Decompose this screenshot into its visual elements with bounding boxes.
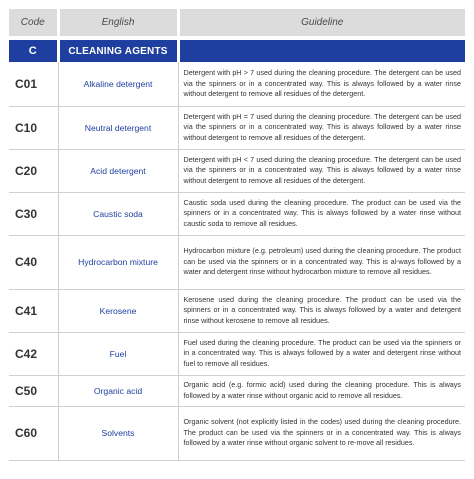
section-filler <box>178 38 465 62</box>
column-header-code: Code <box>9 9 58 38</box>
table-row <box>9 235 465 289</box>
table-row <box>9 332 465 375</box>
table-row <box>9 289 465 332</box>
table-row <box>9 406 465 460</box>
row-code: C42 <box>9 332 58 375</box>
row-code: C01 <box>9 62 58 106</box>
table-row <box>9 106 465 149</box>
section-row <box>9 38 465 62</box>
row-code: C60 <box>9 406 58 460</box>
table-row <box>9 149 465 192</box>
row-english: Organic acid <box>58 375 178 406</box>
row-guideline: Hydrocarbon mixture (e.g. petroleum) used during the cleaning procedure. The product can be used via the spinners or in a concentrated way. This is al-ways followed by a water and detergent rinse without hydrocarbon mixture to remove all residues. <box>178 235 465 289</box>
cleaning-agents-table-container <box>9 9 465 461</box>
row-english: Alkaline detergent <box>58 62 178 106</box>
row-code: C40 <box>9 235 58 289</box>
row-guideline: Detergent with pH = 7 used during the cleaning procedure. The detergent can be used via the spinners or in a concentrated way. This is always followed by a water rinse without detergent to remove all residues of the detergent. <box>178 106 465 149</box>
column-header-guideline: Guideline <box>178 9 465 38</box>
row-english: Hydrocarbon mixture <box>58 235 178 289</box>
row-code: C50 <box>9 375 58 406</box>
row-guideline: Organic acid (e.g. formic acid) used during the cleaning procedure. This is always followed by a water rinse without organic acid to remove all residues. <box>178 375 465 406</box>
row-code: C41 <box>9 289 58 332</box>
table-row <box>9 375 465 406</box>
cleaning-agents-table <box>9 9 465 461</box>
table-row <box>9 192 465 235</box>
section-label: CLEANING AGENTS <box>58 38 178 62</box>
row-guideline: Detergent with pH > 7 used during the cleaning procedure. The detergent can be used via the spinners or in a concentrated way. This is always followed by a water rinse without detergent to remove all residues of the detergent. <box>178 62 465 106</box>
row-guideline: Caustic soda used during the cleaning procedure. The product can be used via the spinners or in a concentrated way. This is always followed by a water rinse without caustic soda to remove all residues. <box>178 192 465 235</box>
column-header-english: English <box>58 9 178 38</box>
row-english: Caustic soda <box>58 192 178 235</box>
row-code: C10 <box>9 106 58 149</box>
section-code: C <box>9 38 58 62</box>
table-header-row <box>9 9 465 38</box>
row-english: Kerosene <box>58 289 178 332</box>
table-row <box>9 62 465 106</box>
row-english: Neutral detergent <box>58 106 178 149</box>
row-code: C30 <box>9 192 58 235</box>
row-english: Fuel <box>58 332 178 375</box>
row-guideline: Fuel used during the cleaning procedure. The product can be used via the spinners or in a concentrated way. This is always followed by a water and detergent rinse without fuel to remove all residues. <box>178 332 465 375</box>
row-english: Solvents <box>58 406 178 460</box>
row-code: C20 <box>9 149 58 192</box>
row-guideline: Detergent with pH < 7 used during the cleaning procedure. The detergent can be used via the spinners or in a concentrated way. This is always followed by a water rinse without detergent to remove all residues of the detergent. <box>178 149 465 192</box>
row-english: Acid detergent <box>58 149 178 192</box>
row-guideline: Organic solvent (not explicitly listed in the codes) used during the cleaning procedure. The product can be used via the spinners or in a concentrated way. This is always followed by a water rinse without organic solvent to re-move all residues. <box>178 406 465 460</box>
row-guideline: Kerosene used during the cleaning procedure. The product can be used via the spinners or in a concentrated way. This is always followed by a water and detergent rinse without kerosene to remove all residues. <box>178 289 465 332</box>
